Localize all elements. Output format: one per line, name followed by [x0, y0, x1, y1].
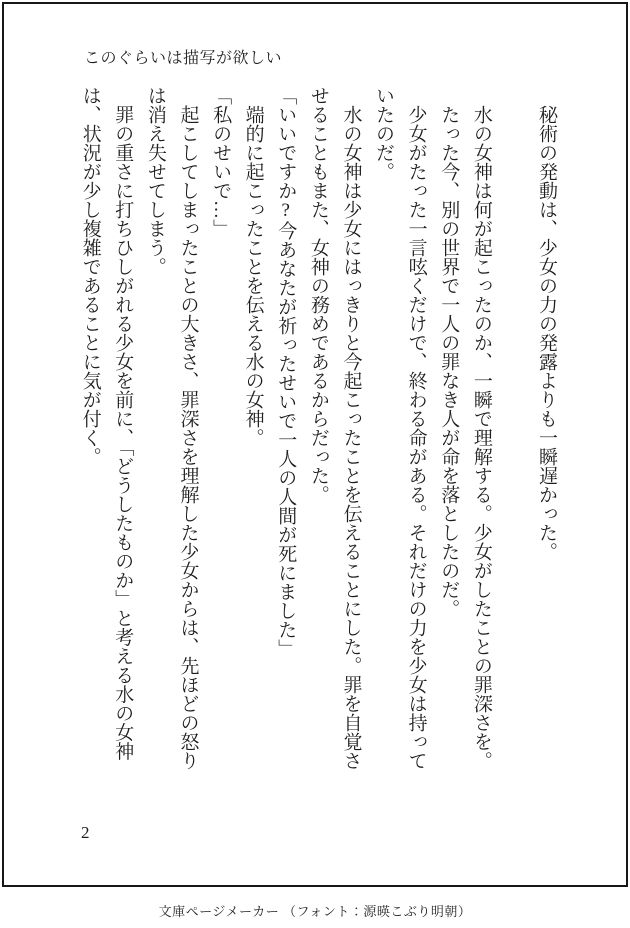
- body-text: [73, 86, 562, 776]
- header-note: このぐらいは描写が欲しい: [84, 50, 283, 67]
- body-line: 秘術の発動は、少女の力の発露よりも一瞬遅かった。: [536, 86, 557, 561]
- body-line: は、状況が少し複雑であることに気が付く。: [79, 86, 101, 466]
- body-line: 起こしてしまったことの大きさ、罪深さを理解した少女からは、先ほどの怒り: [177, 86, 199, 770]
- body-line: 端的に起こったことを伝える水の女神。: [242, 86, 264, 447]
- novel-page: [2, 2, 628, 887]
- body-line: 少女がたった一言呟くだけで、終わる命がある。それだけの力を少女は持って: [405, 86, 427, 770]
- body-line: 水の女神は少女にはっきりと今起こったことを伝えることにした。罪を自覚さ: [340, 86, 362, 770]
- body-line-dialogue: 「私のせいで…」: [210, 86, 232, 238]
- body-line-blank: [497, 86, 530, 776]
- body-line-dialogue: 「いいですか?今あなたが祈ったせいで一人の人間が死にました」: [275, 86, 297, 658]
- body-line: たった今、別の世界で一人の罪なき人が命を落としたのだ。: [438, 86, 460, 618]
- body-line: 水の女神は何が起こったのか、一瞬で理解する。少女がしたことの罪深さを。: [470, 86, 492, 770]
- body-line: せることもまた、女神の務めであるからだった。: [307, 86, 329, 504]
- body-line: は消え失せてしまう。: [144, 86, 166, 276]
- body-line: 罪の重さに打ちひしがれる少女を前に、「どうしたものか」と考える水の女神: [112, 86, 134, 761]
- footer-caption: 文庫ページメーカー （フォント：源暎こぶり明朝）: [158, 904, 472, 919]
- body-line: いたのだ。: [373, 86, 395, 181]
- page-number: 2: [81, 823, 90, 842]
